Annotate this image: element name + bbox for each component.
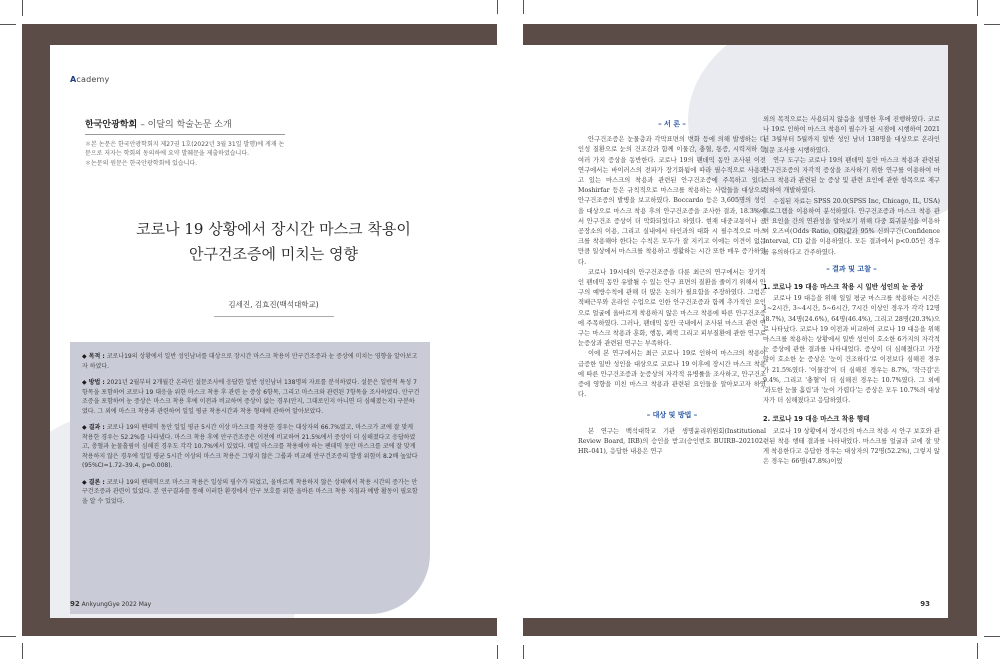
article-title: 코로나 19 상황에서 장시간 마스크 착용이 안구건조증에 미치는 영향 xyxy=(136,220,411,263)
crop-mark xyxy=(22,0,23,16)
paragraph: 코로나 19시대의 안구건조증을 다룬 최근의 연구에서는 장기적인 팬데믹 동안 유발될 수 있는 안구 표면의 질환을 줄이기 위해서 안구의 예방수칙에 관해 더 많은 논의가 필요함을 주장하였다. 그럼은 적배근무와 온라인 수업으로 인한 안구건조증과 함께 추가적인 요인으로 얼굴에 올바르게 착용하지 않은 마스크 착용에 따른 안구건조증에 주목하였다. 그러나, 팬데믹 동안 국내에서 조사된 마스크 관련 연구는 마스크 착용과 훈화, 행동, 폐색 그리고 피부질환에 관한 연구로 눈증상과 관련된 연구는 부족하다. xyxy=(578,268,766,348)
article-authors: 김세진, 김효진(백석대학교) xyxy=(50,299,497,317)
abstract-purpose: ◆ 목적 : 코로나19의 상황에서 일반 성인남녀를 대상으로 장시간 마스크 착용이 안구건조증과 눈 증상에 미치는 영향을 알아보고자 하였다. xyxy=(82,353,418,370)
left-page xyxy=(50,45,497,618)
crop-mark xyxy=(497,0,498,14)
page-frame-left xyxy=(22,24,50,636)
crop-mark xyxy=(22,643,23,659)
source-note: ＊논문의 원문은 한국안광학회에 있습니다. xyxy=(85,160,198,167)
abstract-conclusion: ◆ 결론 : 코로나 19의 팬데믹으로 마스크 착용은 일상의 필수가 되었고, 올바르게 착용하지 않은 상태에서 착용 시간의 증가는 안구건조증과 관련이 있었다. 본 연구결과를 통해 이러한 환경에서 안구 보호를 위한 올바른 마스크 착용 지침과 예방 활동이 필요함을 알 수 있었다. xyxy=(82,478,418,505)
crop-mark xyxy=(977,0,978,16)
society-box xyxy=(85,117,285,168)
crop-mark xyxy=(497,645,498,659)
abstract-result: ◆ 결과 : 코로나 19의 팬데믹 동안 일일 평균 5시간 이상 마스크를 착용한 경우는 대상자의 66.7%였고, 마스크가 코에 잘 맞게 착용한 경우는 52.2%를 나타냈다. 마스크 착용 후에 안구건조증은 이전에 비교하여 21.5%에서 증상이 더 심해졌다고 응답하였고, 충혈과 눈물흘림이 심해진 경우도 각각 10.7%에서 있었다. 매일 마스크를 착용해야 하는 팬데믹 동안 마스크를 코에 잘 맞게 착용하지 않은 경우에 일일 평균 5시간 이상의 마스크 착용은 그렇지 않은 그룹과 비교해 안구건조증의 발생 위험이 8.2배 높았다(95%CI=1.72–39.4, p=0.008). xyxy=(82,424,418,469)
publication-note: ＊본 논문은 한국안광학회지 제27권 1호(2022년 3월 31일 발행)에 게재 논문으로 저자는 학회의 동의하에 요약 발췌문을 제출하였습니다. xyxy=(85,141,285,157)
crop-mark xyxy=(523,645,524,659)
section-heading-methods: – 대상 및 방법 – xyxy=(646,411,698,420)
abstract-method: ◆ 방법 : 2021년 2월부터 2개월간 온라인 설문조사에 응답한 일반 성인남녀 138명의 자료를 분석하였다. 설문은 일반적 특성 7항목을 포함하여 코로나 19 대응을 위한 마스크 착용 후 관련 눈 증상 6항목, 그리고 마스크와 관련된 7항목을 조사하였다. 안구건조증을 포함하여 눈 증상은 마스크 착용 후에 이전과 비교하여 증상이 없는 경우(안지, 그대로인지 아니면 더 심해졌는지) 구분하였다. 그 외에 마스크 착용과 관련하여 일일 평균 착용시간과 착용 형태에 관하여 알아보았다. xyxy=(82,379,420,415)
book-gutter xyxy=(497,0,523,659)
section-heading-results: – 결과 및 고찰 – xyxy=(826,264,877,273)
paragraph: 연구 도구는 코로나 19의 팬데믹 동안 마스크 착용과 관련된 안구건조증의 자각적 증상을 조사하기 위한 연구를 이용하여 마스크 착용과 관련된 눈 증상 및 관련 요인에 관한 항목으로 재구성하여 개발하였다. xyxy=(763,156,940,195)
society-title: 한국안광학회 – 이달의 학술논문 소개 xyxy=(85,117,285,135)
subsection-heading: 2. 코로나 19 대응 마스크 착용 행태 xyxy=(763,415,870,424)
column-1 xyxy=(578,113,766,457)
paragraph: 코로나 19 대응을 위해 일일 평균 마스크를 착용하는 시간은 1~2시간, 3~4시간, 5~6시간, 7시간 이상인 경우가 각각 12명(8.7%), 34명(24.6%), 64명(46.4%), 그리고 28명(20.3%)으로 나타났다. 코로나 19 이전과 비교하여 코로나 19 대응을 위해 마스크를 착용하는 상황에서 일반 성인이 호소한 6가지의 자각적 눈 증상에 관한 결과를 나타내었다. 증상이 더 심해졌다고 가장 많이 호소한 눈 증상은 '눈이 건조하다'로 이전보다 심해진 경우가 21.5%였다. '이물감'이 더 심해진 경우는 8.7%, '작극감'은 9.4%, 그리고 '충혈'이 더 심해진 경우는 10.7%였다. 그 외에 '과도한 눈물 흘림'과 '눈이 가렵다'는 증상은 모두 10.7%의 대상자가 더 심해졌다고 응답하였다. xyxy=(763,295,940,405)
crop-mark xyxy=(984,24,1000,25)
crop-mark xyxy=(523,0,524,14)
page-frame-right xyxy=(948,24,977,636)
section-heading-intro: – 서 론 – xyxy=(658,120,686,128)
page-number-right: 93 xyxy=(920,600,930,608)
abstract-box xyxy=(70,342,430,614)
crop-mark xyxy=(0,24,16,25)
right-page xyxy=(523,45,948,618)
subsection-heading: 1. 코로나 19 대응 마스크 착용 시 일반 성인의 눈 증상 xyxy=(763,283,924,292)
paragraph: 안구건조증은 눈물층과 각막표면의 변화 등에 의해 발생하는 다인성 질환으로 눈의 건조감과 함께 이물감, 충혈, 통증, 시력저하 등 여러 가지 증상을 동반한다. 코로나 19의 팬데믹 동안 조사된 이전 연구에서는 바이러스의 전파가 장기화됨에 따라 필수적으로 사용되고 있는 마스크의 착용과 관련된 안구건조증에 주목하고 있다. Moshirfar 등은 규칙적으로 마스크를 착용하는 사람들을 대상으로 안구건조증의 발병을 보고하였다. Boccardo 등은 3,605명의 성인을 대상으로 마스크 착용 후의 안구건조증을 조사한 결과, 18.3%에서 안구건조 증상이 더 악화되었다고 하였다. 현재 대중교통이나 공공장소의 이용, 그리고 실내에서 타인과의 대화 시 필수적으로 마스크를 착용해야 한다는 수칙은 모두가 잘 지키고 이에는 이견이 없는 만큼 일상에서 마스크를 착용하고 생활하는 시간 또한 매우 증가하였다. xyxy=(578,136,766,266)
crop-mark xyxy=(977,643,978,659)
paragraph: 이에 본 연구에서는 최근 코로나 19로 인하여 마스크의 착용이 급증한 일반 성인을 대상으로 코로나 19 이후에 장시간 마스크 착용에 따른 안구건조증과 눈증상의 자각적 유병률을 조사하고, 안구건조증에 영향을 미친 마스크 착용과 관련된 요인들을 알아보고자 하였다. xyxy=(578,350,766,399)
column-2 xyxy=(763,115,940,468)
paragraph: 본 연구는 백석대학교 기관 생명윤리위원회(Institutional Review Board, IRB)의 승인을 받고(승인번호 BUIRB–202102–HR–041), 응답한 내용은 연구 xyxy=(578,427,766,456)
section-label: Academy xyxy=(70,75,110,84)
crop-mark xyxy=(984,636,1000,637)
paragraph: 외의 목적으로는 사용되지 않음을 설명한 후에 진행하였다. 코로나 19로 인하여 마스크 착용이 필수가 된 시점에 시행하여 2021년 3월부터 5월까지 일반 성인 남녀 138명을 대상으로 온라인 설문 조사를 시행하였다. xyxy=(763,116,940,154)
paragraph: 코로나 19 상황에서 장시간의 마스크 착용 시 안구 보호와 관련된 착용 행태 결과를 나타내었다. 마스크를 얼굴과 코에 잘 맞게 착용한다고 응답한 경우는 대상자의 72명(52.2%), 그렇지 않은 경우는 66명(47.8%)이었 xyxy=(763,427,940,466)
page-number-left: 92 AnkyungGye 2022 May xyxy=(70,600,152,608)
paragraph: 수집된 자료는 SPSS 20.0(SPSS Inc, Chicago, IL, USA) 프로그램을 이용하여 분석하였다. 안구건조증과 마스크 착용 관련 요인을 간의 연관성을 알아보기 위해 다중 회귀분석을 이용하여 오즈비(Odds Ratio, OR)값과 95% 신뢰구간(Confidence Interval, CI) 값을 이용하였다. 모든 결과에서 p<0.05인 경우를 유의하다고 간주하였다. xyxy=(763,197,940,256)
crop-mark xyxy=(0,636,16,637)
